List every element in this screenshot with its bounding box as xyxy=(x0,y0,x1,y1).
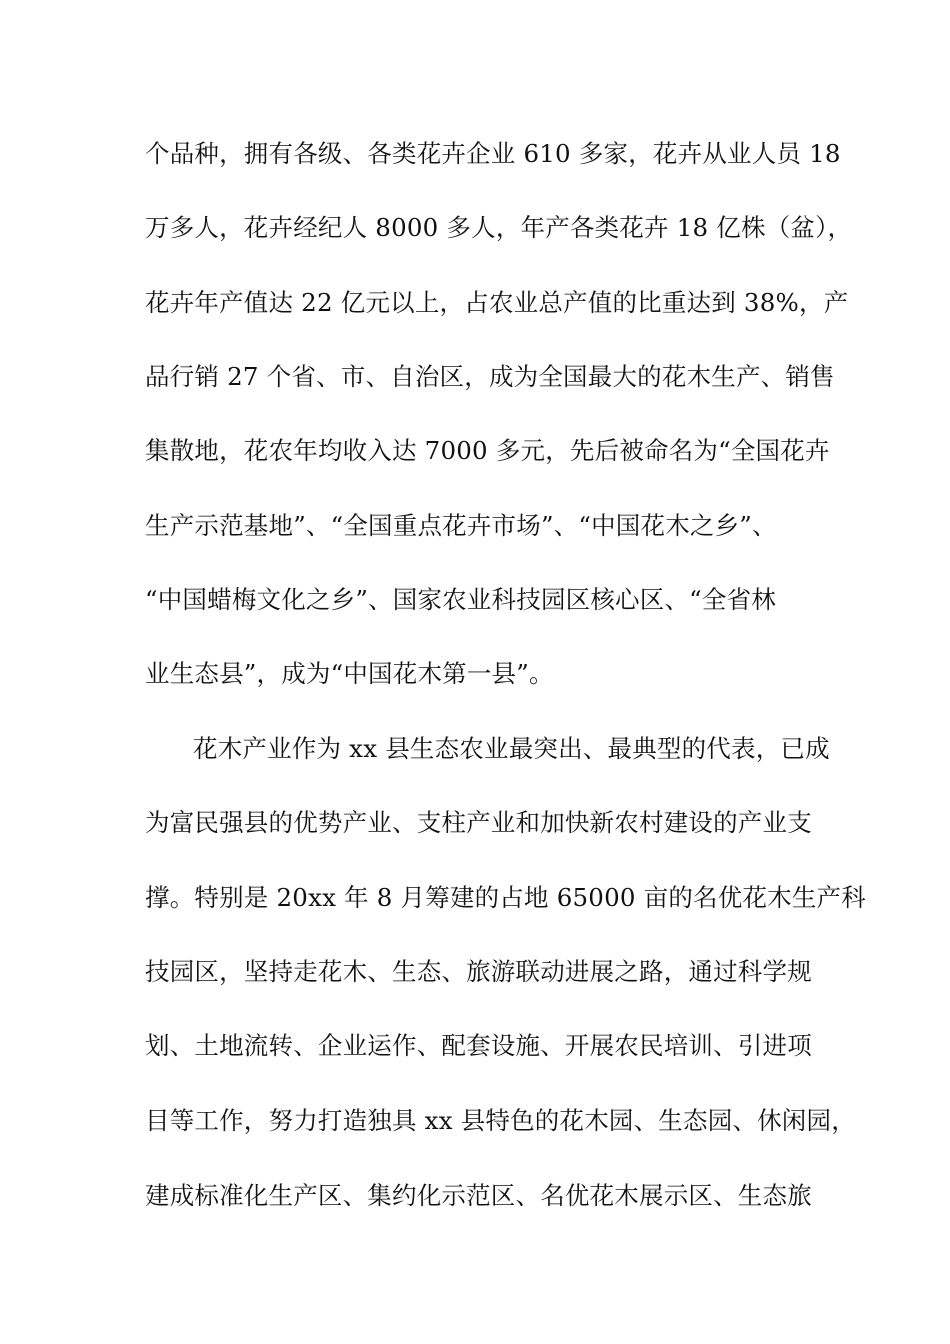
paragraph-2-line-7: 建成标准化生产区、集约化示范区、名优花木展示区、生态旅 xyxy=(145,1181,812,1210)
paragraph-1-line-6: 生产示范基地”、“全国重点花卉市场”、“中国花木之乡”、 xyxy=(145,511,777,540)
paragraph-2-line-6: 目等工作，努力打造独具 xx 县特色的花木园、生态园、休闲园， xyxy=(145,1106,856,1135)
paragraph-2-line-1: 花木产业作为 xx 县生态农业最突出、最典型的代表，已成 xyxy=(193,734,830,763)
paragraph-2-line-5: 划、土地流转、企业运作、配套设施、开展农民培训、引进项 xyxy=(145,1031,812,1060)
paragraph-2-line-4: 技园区，坚持走花木、生态、旅游联动进展之路，通过科学规 xyxy=(145,957,812,986)
paragraph-1-line-1: 个品种，拥有各级、各类花卉企业 610 多家，花卉从业人员 18 xyxy=(145,139,841,168)
paragraph-1-line-7: “中国蜡梅文化之乡”、国家农业科技园区核心区、“全省林 xyxy=(145,585,776,614)
paragraph-1-line-5: 集散地，花农年均收入达 7000 多元，先后被命名为“全国花卉 xyxy=(145,436,830,465)
paragraph-1-line-2: 万多人，花卉经纪人 8000 多人，年产各类花卉 18 亿株（盆）， xyxy=(145,213,853,242)
paragraph-2-line-3: 撑。特别是 20xx 年 8 月筹建的占地 65000 亩的名优花木生产科 xyxy=(145,883,866,912)
paragraph-1-line-4: 品行销 27 个省、市、自治区，成为全国最大的花木生产、销售 xyxy=(145,362,835,391)
paragraph-2-line-2: 为富民强县的优势产业、支柱产业和加快新农村建设的产业支 xyxy=(145,808,812,837)
paragraph-1-line-3: 花卉年产值达 22 亿元以上，占农业总产值的比重达到 38%，产 xyxy=(145,288,849,317)
paragraph-1-line-8: 业生态县”，成为“中国花木第一县”。 xyxy=(145,659,554,688)
